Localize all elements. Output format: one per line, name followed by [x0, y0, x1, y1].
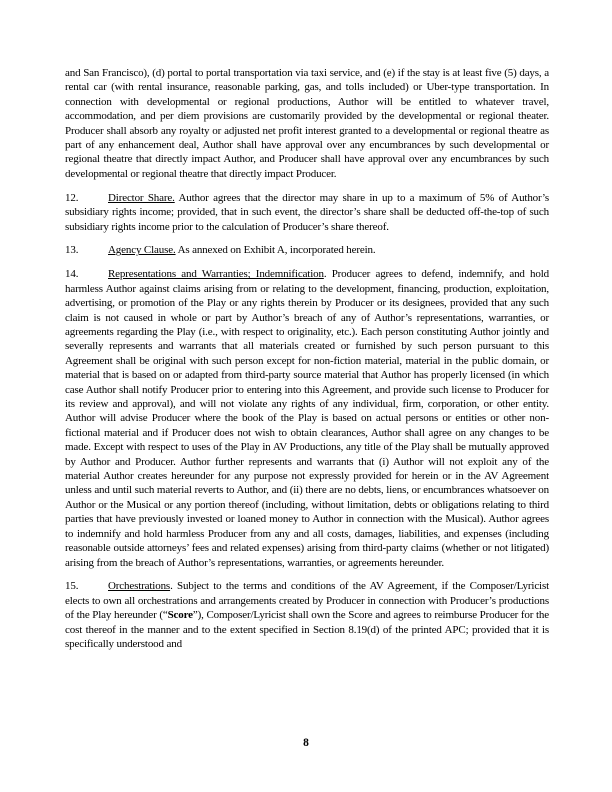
paragraph-text: and San Francisco), (d) portal to portal transportation via taxi service, and (e) if the stay is at least five (5) days, a rental car (with rental insurance, reasonable parking, gas, and tolls included) or Uber-type transportation. In connection with developmental or regional productions, Author will be entitled to whatever travel, accommodation, and per diem provisions are customarily provided by the developmental or regional theater. Producer shall absorb any royalty or adjusted net profit interest granted to a developmental or regional theatre as part of any enhancement deal, Author shall have approval over any encumbrances by such developmental or regional theatre that directly impact Author, and Producer shall have approval over any encumbrances by such developmental or regional theatre that directly impact Producer. [65, 67, 549, 180]
paragraph-text: ”), Composer/Lyricist shall own the Score and agrees to reimburse Producer for the cost thereof in the manner and to the extent specified in Section 8.19(d) of the printed APC; provided that it is specifically understood and [65, 609, 550, 651]
section-number: 12. [65, 191, 79, 204]
section-15 [65, 579, 549, 651]
section-number: 14. [65, 268, 79, 281]
section-heading-suffix: . [323, 268, 327, 281]
paragraph-continuation [65, 66, 549, 181]
section-heading: Representations and Warranties; Indemnification [108, 268, 324, 281]
section-heading: Agency Clause. [108, 244, 176, 257]
bold-defined-term: Score [167, 609, 193, 622]
section-number: 13. [65, 244, 79, 257]
section-heading: Director Share. [108, 191, 175, 204]
document-body [65, 66, 549, 661]
section-12 [65, 191, 549, 234]
section-14 [65, 267, 549, 570]
section-heading: Orchestrations [108, 580, 171, 593]
paragraph-text: Subject to the terms and conditions of the AV Agreement, if the Composer/Lyricist elects to own all orchestrations and arrangements created by Producer in connection with Producer’s productions of the Play hereunder (“ [65, 580, 549, 622]
paragraph-text: Producer agrees to defend, indemnify, and hold harmless Author against claims arising from or relating to the development, financing, production, exploitation, advertising, or promotion of the Play or any rights therein by Producer or its designees, provided that any such claim is not caused in whole or part by Author’s breach of any of Author’s representations, warranties, or agreements regarding the Play (i.e., with respect to originality, etc.). Each person constituting Author jointly and severally represents and warrants that all materials created or furnished by such person pursuant to this Agreement shall be original with such person except for non-fiction material, material in the public domain, or material that is based on or adapted from third-party source material that Author has properly licensed (in which case Author shall notify Producer prior to entering into this Agreement, and provide such license to Producer for its review and approval), and will not violate any rights of any individual, firm, corporation, or other entity. Author will advise Producer where the book of the Play is based on actual persons or entities or other non-fictional material and if Producer does not wish to obtain clearances, Author shall agree on any changes to be made. Except with respect to uses of the Play in AV Productions, any title of the Play shall be mutually approved by Author and Producer. Author further represents and warrants that (i) Author will not exploit any of the material Author creates hereunder for any purpose not expressly provided for herein or in the AV Agreement unless and until such material reverts to Author, and (ii) there are no debts, liens, or encumbrances whatsoever on Author or the Musical or any portion thereof (including, without limitation, debts or obligations relating to third parties that have previously invested or loaned money to Author in connection with the Musical). Author agrees to indemnify and hold harmless Producer from any and all costs, damages, liabilities, and expenses (including reasonable outside attorneys’ fees and related expenses) arising from third-party claims (whether or not litigated) arising from the breach of Author’s representations, warranties, or agreements hereunder. [65, 268, 549, 569]
paragraph-text: As annexed on Exhibit A, incorporated herein. [177, 244, 376, 257]
section-heading-suffix: . [170, 580, 173, 593]
paragraph-text: Author agrees that the director may share in up to a maximum of 5% of Author’s subsidiary rights income; provided, that in such event, the director’s share shall be deducted off-the-top of such subsidiary rights income prior to the calculation of Producer’s share thereof. [65, 191, 549, 233]
section-number: 15. [65, 580, 79, 593]
section-13 [65, 243, 549, 257]
page-number: 8 [303, 737, 309, 749]
